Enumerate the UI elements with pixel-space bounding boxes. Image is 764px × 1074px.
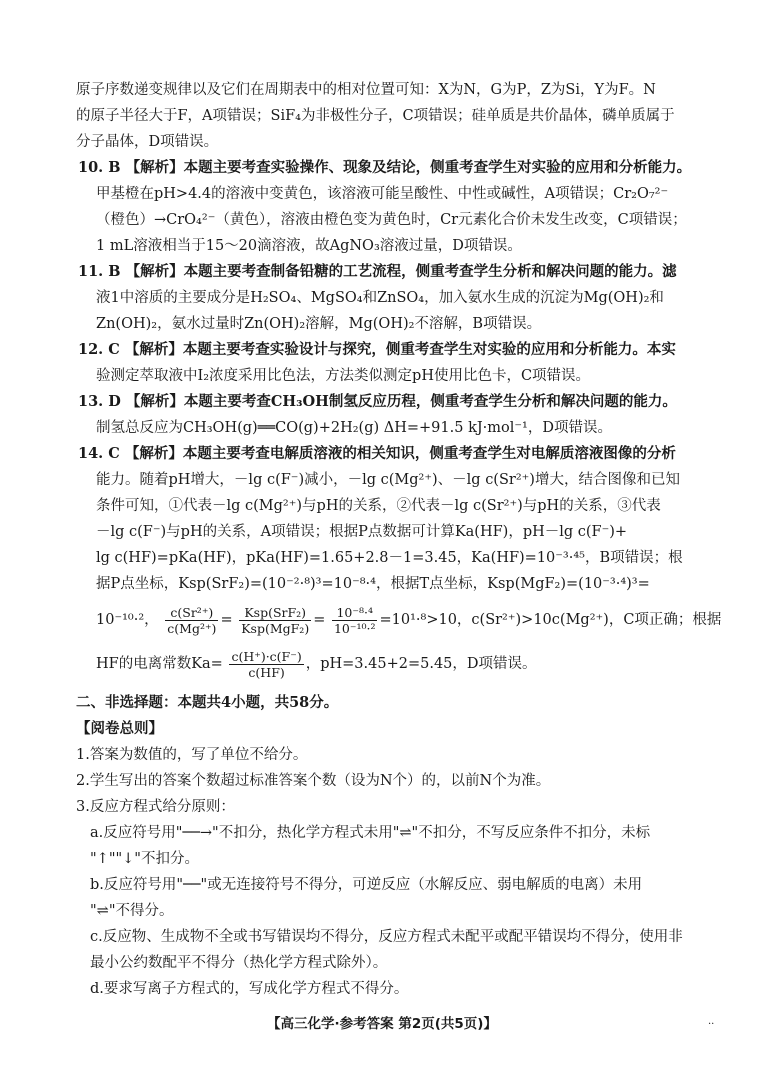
- q12-heading: 12. C 【解析】本题主要考查实验设计与探究，侧重考查学生对实验的应用和分析能力。本实: [78, 341, 676, 358]
- equals-sign: =: [313, 612, 326, 628]
- text-segment: HF的电离常数Ka=: [96, 656, 223, 672]
- rule-sub-item: "⇌"不得分。: [90, 903, 174, 919]
- corner-mark: ..: [708, 1016, 715, 1027]
- fraction-denominator: 10⁻¹⁰·²: [333, 620, 376, 636]
- rule-sub-item: c.反应物、生成物不全或书写错误均不得分，反应方程式未配平或配平错误均不得分，使用非: [90, 929, 683, 945]
- text-line: （橙色）→CrO₄²⁻（黄色），溶液由橙色变为黄色时，Cr元素化合价未发生改变，C项错误；: [96, 212, 687, 228]
- text-line: －lg c(F⁻)与pH的关系，A项错误；根据P点数据可计算Ka(HF)，pH－lg c(F⁻)+: [96, 524, 628, 540]
- rule-sub-item: "↑""↓"不扣分。: [90, 851, 199, 867]
- fraction-denominator: Ksp(MgF₂): [241, 620, 310, 636]
- rule-item: 1.答案为数值的，写了单位不给分。: [76, 747, 308, 763]
- text-segment: 10⁻¹⁰·²，: [96, 612, 159, 628]
- text-segment: =10¹·⁸>10，c(Sr²⁺)>10c(Mg²⁺)，C项正确；根据: [379, 612, 722, 628]
- text-line: 分子晶体，D项错误。: [76, 134, 219, 150]
- text-line: 验测定萃取液中I₂浓度采用比色法，方法类似测定pH使用比色卡，C项错误。: [96, 368, 591, 384]
- fraction-ksp: [239, 605, 311, 636]
- fraction-numerator: c(Sr²⁺): [165, 605, 218, 621]
- q10-heading: 10. B 【解析】本题主要考查实验操作、现象及结论，侧重考查学生对实验的应用和分析能力。: [78, 159, 692, 176]
- text-line: lg c(HF)=pKa(HF)，pKa(HF)=1.65+2.8－1=3.45，Ka(HF)=10⁻³·⁴⁵，B项错误；根: [96, 550, 683, 566]
- rule-item: 2.学生写出的答案个数超过标准答案个数（设为N个）的，以前N个为准。: [76, 773, 551, 789]
- fraction-ka: [229, 649, 303, 680]
- q13-heading: 13. D 【解析】本题主要考查CH₃OH制氢反应历程，侧重考查学生分析和解决问题的能力。: [78, 393, 677, 410]
- page-footer: 【高三化学·参考答案 第2页(共5页)】: [267, 1016, 497, 1032]
- text-line: 的原子半径大于F，A项错误；SiF₄为非极性分子，C项错误；硅单质是共价晶体，磷单质属于: [76, 108, 675, 124]
- fraction-numerator: 10⁻⁸·⁴: [332, 605, 378, 621]
- q14-heading: 14. C 【解析】本题主要考查电解质溶液的相关知识，侧重考查学生对电解质溶液图像的分析: [78, 445, 676, 462]
- text-line: 原子序数递变规律以及它们在周期表中的相对位置可知：X为N，G为P，Z为Si，Y为F。N: [76, 82, 656, 98]
- rule-sub-item: b.反应符号用"──"或无连接符号不得分，可逆反应（水解反应、弱电解质的电离）未用: [90, 877, 643, 893]
- rule-sub-item: a.反应符号用"──→"不扣分，热化学方程式未用"⇌"不扣分，不写反应条件不扣分，未标: [90, 825, 651, 841]
- rule-sub-item: 最小公约数配平不得分（热化学方程式除外）。: [90, 955, 388, 971]
- fraction-denominator: c(Mg²⁺): [167, 620, 217, 636]
- rule-item: 3.反应方程式给分原则：: [76, 799, 235, 815]
- text-line: Zn(OH)₂，氨水过量时Zn(OH)₂溶解，Mg(OH)₂不溶解，B项错误。: [96, 316, 542, 332]
- fraction-denominator: c(HF): [248, 664, 285, 680]
- rule-sub-item: d.要求写离子方程式的，写成化学方程式不得分。: [90, 981, 409, 997]
- text-line: 液1中溶质的主要成分是H₂SO₄、MgSO₄和ZnSO₄，加入氨水生成的沉淀为Mg(OH)₂和: [96, 290, 664, 306]
- text-line: 甲基橙在pH>4.4的溶液中变黄色，该溶液可能呈酸性、中性或碱性，A项错误；Cr₂O₇²⁻: [96, 186, 669, 202]
- text-segment: ，pH=3.45+2=5.45，D项错误。: [305, 656, 537, 672]
- text-line: 1 mL溶液相当于15～20滴溶液，故AgNO₃溶液过量，D项错误。: [96, 238, 522, 254]
- equals-sign: =: [220, 612, 233, 628]
- formula-line: [96, 646, 537, 682]
- q11-heading: 11. B 【解析】本题主要考查制备铅糖的工艺流程，侧重考查学生分析和解决问题的能力。滤: [78, 263, 677, 280]
- fraction-numerator: c(H⁺)·c(F⁻): [231, 648, 302, 664]
- text-line: 条件可知，①代表－lg c(Mg²⁺)与pH的关系，②代表－lg c(Sr²⁺)与pH的关系，③代表: [96, 498, 661, 514]
- text-line: 据P点坐标，Ksp(SrF₂)=(10⁻²·⁸)³=10⁻⁸·⁴，根据T点坐标，Ksp(MgF₂)=(10⁻³·⁴)³=: [96, 576, 650, 592]
- text-line: 能力。随着pH增大，－lg c(F⁻)减小，－lg c(Mg²⁺)、－lg c(Sr²⁺)增大，结合图像和已知: [96, 472, 680, 488]
- formula-line: [96, 602, 721, 638]
- fraction-sr-mg: [165, 605, 218, 636]
- fraction-numerator: Ksp(SrF₂): [239, 605, 311, 621]
- text-line: 制氢总反应为CH₃OH(g)══CO(g)+2H₂(g) ΔH=+91.5 kJ·mol⁻¹，D项错误。: [96, 420, 612, 436]
- rules-title: 【阅卷总则】: [76, 720, 163, 737]
- section-heading: 二、非选择题：本题共4小题，共58分。: [76, 694, 339, 711]
- fraction-powers: [332, 605, 378, 636]
